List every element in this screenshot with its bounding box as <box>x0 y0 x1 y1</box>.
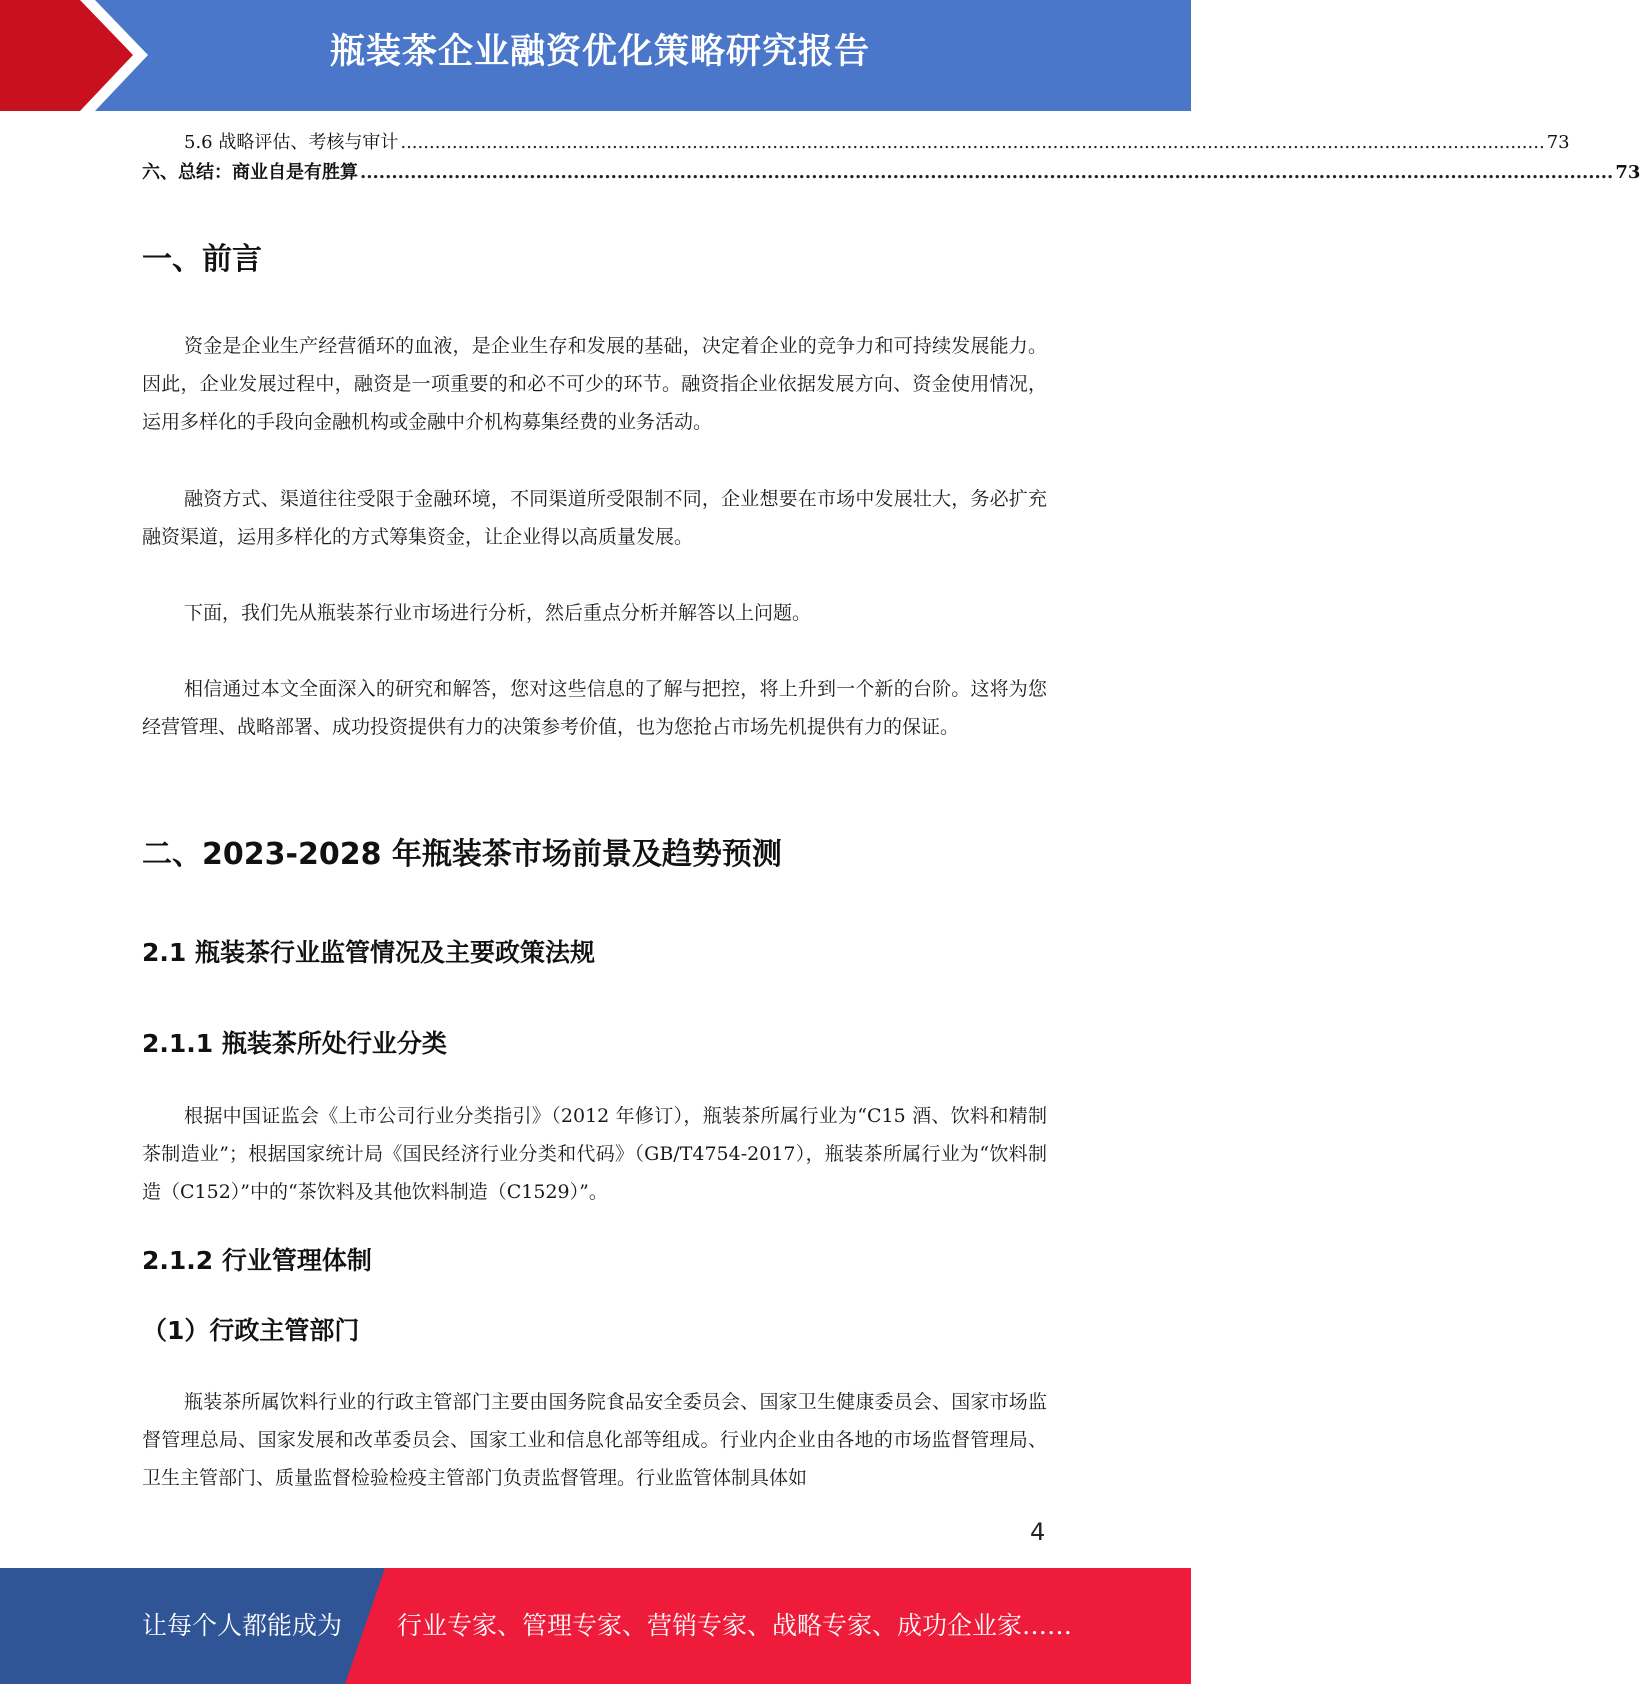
body-paragraph: 根据中国证监会《上市公司行业分类指引》（2012 年修订），瓶装茶所属行业为“C15 酒、饮料和精制茶制造业”；根据国家统计局《国民经济行业分类和代码》（GB/T4754-2017），瓶装茶所属行业为“饮料制造（C152）”中的“茶饮料及其他饮料制造（C1529）”。 <box>142 1105 1047 1203</box>
section-heading-market: 二、2023-2028 年瓶装茶市场前景及趋势预测 <box>142 837 782 872</box>
body-paragraph: 融资方式、渠道往往受限于金融环境，不同渠道所受限制不同，企业想要在市场中发展壮大，务必扩充融资渠道，运用多样化的方式筹集资金，让企业得以高质量发展。 <box>142 488 1047 548</box>
toc-entry-label: 5.6 战略评估、考核与审计 <box>184 132 399 153</box>
subsection-heading-2-1: 2.1 瓶装茶行业监管情况及主要政策法规 <box>142 938 595 967</box>
toc-entry-page: 73 <box>1615 162 1640 183</box>
subsection-heading-2-1-1: 2.1.1 瓶装茶所处行业分类 <box>142 1029 447 1058</box>
body-paragraph: 相信通过本文全面深入的研究和解答，您对这些信息的了解与把控，将上升到一个新的台阶。这将为您经营管理、战略部署、成功投资提供有力的决策参考价值，也为您抢占市场先机提供有力的保证。 <box>142 678 1047 738</box>
body-paragraph: 下面，我们先从瓶装茶行业市场进行分析，然后重点分析并解答以上问题。 <box>184 602 812 624</box>
subsection-heading-admin-dept: （1）行政主管部门 <box>142 1316 360 1345</box>
subsection-heading-2-1-2: 2.1.2 行业管理体制 <box>142 1246 372 1275</box>
body-paragraph: 瓶装茶所属饮料行业的行政主管部门主要由国务院食品安全委员会、国家卫生健康委员会、国家市场监督管理总局、国家发展和改革委员会、国家工业和信息化部等组成。行业内企业由各地的市场监督管理局、卫生主管部门、质量监督检验检疫主管部门负责监督管理。行业监管体制具体如 <box>142 1391 1047 1489</box>
header-arrow-decoration <box>0 0 160 111</box>
footer-slogan-right: 行业专家、管理专家、营销专家、战略专家、成功企业家…… <box>397 1611 1073 1640</box>
toc-leader-dots: ........................................................................................................................................................................................................ <box>360 162 1614 183</box>
table-of-contents <box>142 128 1640 188</box>
toc-leader-dots: ........................................................................................................................................................................................................ <box>400 132 1545 153</box>
document-title: 瓶装茶企业融资优化策略研究报告 <box>329 32 870 72</box>
section-heading-preface: 一、前言 <box>142 242 262 277</box>
page-number: 4 <box>1030 1518 1046 1546</box>
toc-entry-page: 73 <box>1546 132 1570 153</box>
toc-entry[interactable] <box>142 158 1640 188</box>
header-banner <box>0 0 1191 111</box>
footer-slogan-left: 让每个人都能成为 <box>142 1611 343 1640</box>
body-paragraph: 资金是企业生产经营循环的血液，是企业生存和发展的基础，决定着企业的竞争力和可持续发展能力。因此，企业发展过程中，融资是一项重要的和必不可少的环节。融资指企业依据发展方向、资金使用情况，运用多样化的手段向金融机构或金融中介机构募集经费的业务活动。 <box>142 335 1047 433</box>
toc-entry-label: 六、总结：商业自是有胜算 <box>142 162 358 183</box>
footer-banner <box>0 1568 1191 1684</box>
toc-entry[interactable] <box>142 128 1570 158</box>
